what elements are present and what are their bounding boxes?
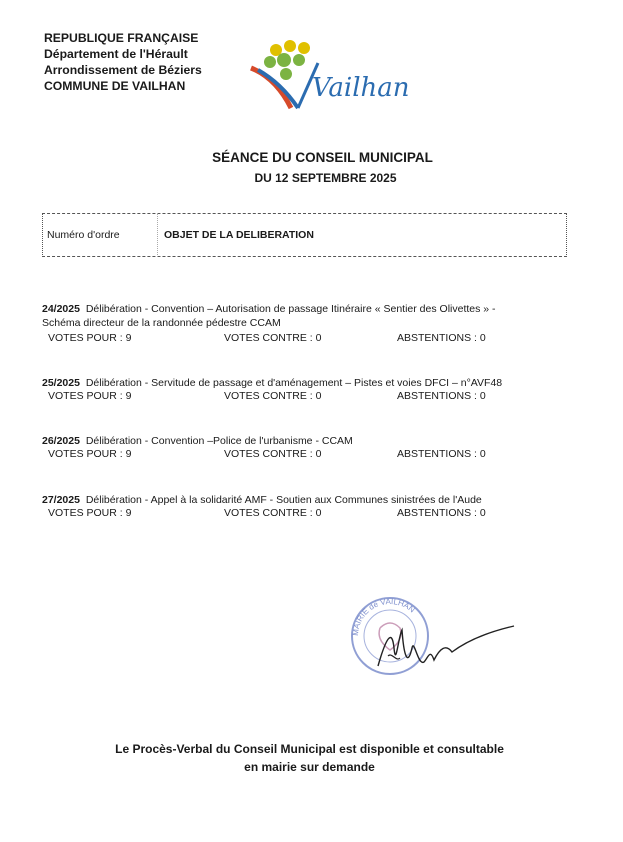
deliberation-text: Délibération - Convention – Autorisation de passage Itinéraire « Sentier des Olivettes » - <box>85 303 496 315</box>
votes-against: VOTES CONTRE : 0 <box>224 448 322 460</box>
vailhan-logo <box>246 38 410 113</box>
deliberation-item <box>42 493 482 507</box>
votes-against: VOTES CONTRE : 0 <box>224 390 322 402</box>
administrative-header <box>44 30 202 94</box>
deliberation-number: 26/2025 <box>42 435 80 447</box>
footer-line-2: en mairie sur demande <box>244 760 375 774</box>
votes-for: VOTES POUR : 9 <box>48 448 132 460</box>
table-bottom-border <box>42 256 567 257</box>
session-date: DU 12 SEPTEMBRE 2025 <box>254 171 397 185</box>
table-column-divider <box>157 213 158 257</box>
votes-for: VOTES POUR : 9 <box>48 332 132 344</box>
column-header-number: Numéro d'ordre <box>47 229 120 241</box>
footer-line-1: Le Procès-Verbal du Conseil Municipal est disponible et consultable <box>115 742 504 756</box>
votes-for: VOTES POUR : 9 <box>48 390 132 402</box>
abstentions: ABSTENTIONS : 0 <box>397 448 486 460</box>
abstentions: ABSTENTIONS : 0 <box>397 390 486 402</box>
abstentions: ABSTENTIONS : 0 <box>397 507 486 519</box>
header-arrondissement: Arrondissement de Béziers <box>44 63 202 77</box>
table-top-border <box>42 213 567 214</box>
deliberation-item <box>42 434 353 448</box>
votes-against: VOTES CONTRE : 0 <box>224 507 322 519</box>
table-left-border <box>42 213 43 257</box>
stamp-text: MAIRIE de VAILHAN <box>350 596 417 637</box>
abstentions: ABSTENTIONS : 0 <box>397 332 486 344</box>
votes-against: VOTES CONTRE : 0 <box>224 332 322 344</box>
deliberation-number: 25/2025 <box>42 377 80 389</box>
deliberation-text: Délibération - Convention –Police de l'urbanisme - CCAM <box>85 435 353 447</box>
deliberation-item <box>42 376 502 390</box>
column-header-object: OBJET DE LA DELIBERATION <box>164 229 314 241</box>
deliberation-item <box>42 302 496 330</box>
deliberation-text: Délibération - Appel à la solidarité AMF - Soutien aux Communes sinistrées de l'Aude <box>85 494 482 506</box>
table-right-border <box>566 213 567 257</box>
header-department: Département de l'Hérault <box>44 47 188 61</box>
deliberation-text-continued: Schéma directeur de la randonnée pédestre CCAM <box>42 317 281 329</box>
header-commune: COMMUNE DE VAILHAN <box>44 79 186 93</box>
votes-for: VOTES POUR : 9 <box>48 507 132 519</box>
deliberation-number: 24/2025 <box>42 303 80 315</box>
deliberation-text: Délibération - Servitude de passage et d'aménagement – Pistes et voies DFCI – n°AVF48 <box>85 377 503 389</box>
header-republic: REPUBLIQUE FRANÇAISE <box>44 31 199 45</box>
deliberation-number: 27/2025 <box>42 494 80 506</box>
footer-note <box>12 740 607 776</box>
mayor-signature <box>368 618 518 678</box>
logo-text: Vailhan <box>312 73 410 103</box>
session-title: SÉANCE DU CONSEIL MUNICIPAL <box>212 150 433 165</box>
